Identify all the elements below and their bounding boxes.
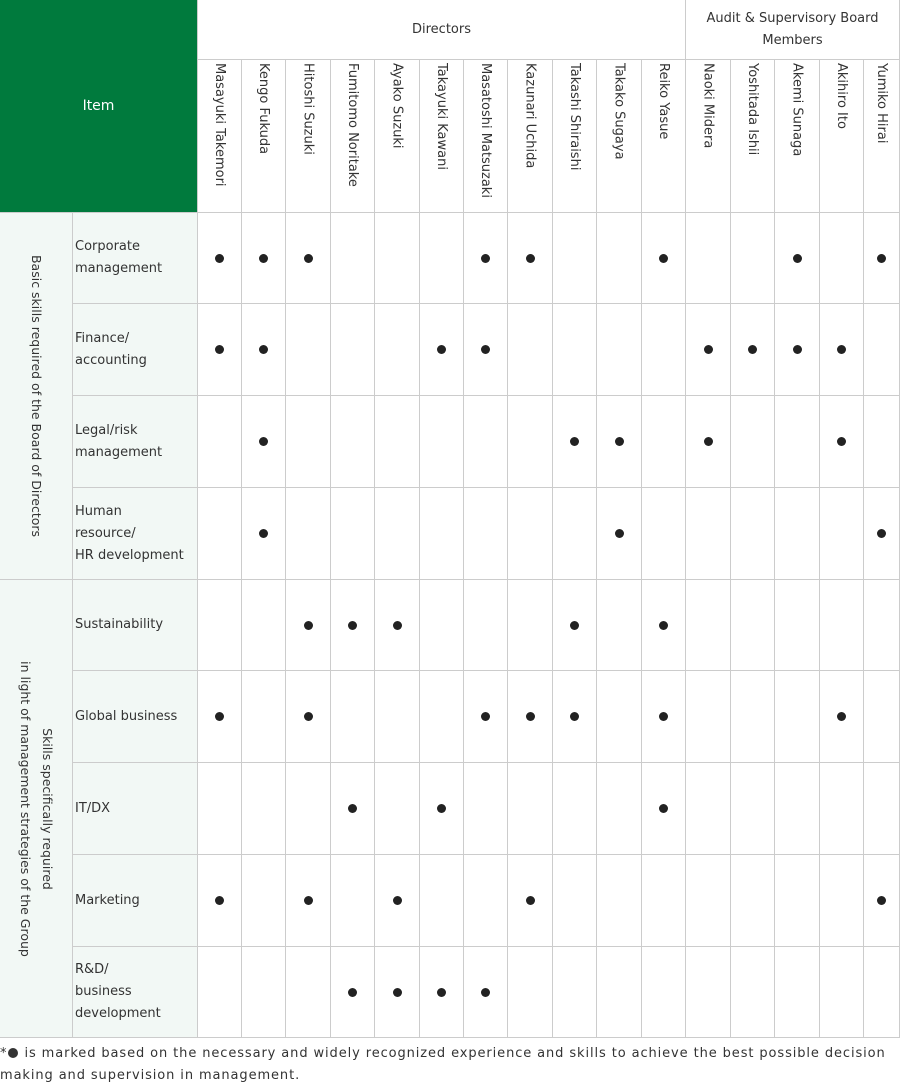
matrix-cell [641,762,685,854]
skill-mark-dot-icon [837,712,846,721]
skill-mark-dot-icon [481,254,490,263]
matrix-cell [463,946,507,1037]
matrix-cell [330,670,374,762]
footnote [0,1043,900,1087]
matrix-cell [241,487,285,579]
matrix-cell [463,854,507,946]
matrix-cell [419,395,463,487]
table-border-bottom [0,1037,900,1038]
matrix-cell [330,579,374,670]
category-label-cell [0,579,72,1037]
skill-label: Corporate management [72,212,197,303]
matrix-cell [463,303,507,395]
skill-label: Human resource/ HR development [72,487,197,579]
matrix-cell [863,303,899,395]
matrix-cell [685,670,730,762]
matrix-cell [774,579,819,670]
matrix-cell [863,212,899,303]
matrix-cell [730,946,774,1037]
member-name-header [819,60,863,212]
matrix-cell [241,854,285,946]
matrix-cell [330,303,374,395]
matrix-cell [685,487,730,579]
member-name: Ayako Suzuki [389,63,405,149]
matrix-cell [285,946,330,1037]
matrix-cell [197,854,241,946]
matrix-cell [596,487,641,579]
matrix-cell [730,395,774,487]
skill-label: Global business [72,670,197,762]
skill-mark-dot-icon [615,529,624,538]
matrix-cell [730,670,774,762]
skill-mark-dot-icon [877,529,886,538]
matrix-cell [330,212,374,303]
matrix-cell [197,212,241,303]
matrix-cell [774,762,819,854]
matrix-cell [419,670,463,762]
matrix-cell [241,579,285,670]
matrix-cell [463,762,507,854]
skill-mark-dot-icon [704,345,713,354]
matrix-cell [330,762,374,854]
matrix-cell [552,579,596,670]
matrix-cell [641,395,685,487]
skill-mark-dot-icon [837,345,846,354]
matrix-cell [819,579,863,670]
matrix-cell [419,303,463,395]
member-name-header [374,60,419,212]
footnote-asterisk: * [0,1046,8,1061]
member-name: Naoki Midera [700,63,716,149]
matrix-cell [730,762,774,854]
matrix-cell [552,303,596,395]
member-name: Takako Sugaya [611,63,627,160]
matrix-cell [863,579,899,670]
matrix-cell [819,670,863,762]
matrix-cell [507,395,552,487]
matrix-cell [197,487,241,579]
matrix-cell [241,946,285,1037]
skill-mark-dot-icon [215,254,224,263]
skill-mark-dot-icon [437,804,446,813]
member-name: Masatoshi Matsuzaki [478,63,493,198]
matrix-cell [685,762,730,854]
matrix-cell [374,487,419,579]
member-name: Yoshitada Ishii [745,63,760,156]
matrix-cell [596,395,641,487]
member-name-header [507,60,552,212]
matrix-cell [419,762,463,854]
skill-mark-dot-icon [659,804,668,813]
member-name-header [641,60,685,212]
matrix-cell [685,946,730,1037]
category-label: Basic skills required of the Board of Directors [29,254,44,538]
skill-mark-dot-icon [877,896,886,905]
matrix-cell [819,395,863,487]
member-name: Hitoshi Suzuki [300,63,316,155]
skill-mark-dot-icon [748,345,757,354]
matrix-cell [730,579,774,670]
member-name: Fumitomo Noritake [345,63,360,187]
matrix-cell [863,946,899,1037]
member-name: Yumiko Hirai [874,63,889,144]
skill-mark-dot-icon [348,621,357,630]
matrix-cell [641,579,685,670]
skill-mark-dot-icon [877,254,886,263]
matrix-cell [596,579,641,670]
member-name-header [463,60,507,212]
matrix-cell [285,670,330,762]
matrix-cell [285,395,330,487]
matrix-cell [374,854,419,946]
skill-mark-dot-icon [615,437,624,446]
skill-mark-dot-icon [393,988,402,997]
member-name-header [241,60,285,212]
matrix-cell [685,303,730,395]
matrix-cell [507,946,552,1037]
matrix-cell [863,854,899,946]
matrix-cell [463,212,507,303]
matrix-cell [774,303,819,395]
matrix-cell [507,579,552,670]
skill-mark-dot-icon [659,621,668,630]
skill-mark-dot-icon [215,896,224,905]
skill-mark-dot-icon [481,988,490,997]
skill-mark-dot-icon [304,712,313,721]
skill-mark-dot-icon [659,712,668,721]
matrix-cell [507,762,552,854]
skill-label: Legal/risk management [72,395,197,487]
matrix-cell [197,670,241,762]
member-name-header [419,60,463,212]
member-name-header [730,60,774,212]
matrix-cell [863,487,899,579]
skill-mark-dot-icon [526,712,535,721]
skill-label: Marketing [72,854,197,946]
member-name-header [552,60,596,212]
member-name: Masayuki Takemori [212,63,227,187]
matrix-cell [374,670,419,762]
matrix-cell [641,212,685,303]
skill-mark-dot-icon [570,437,579,446]
skill-mark-dot-icon [570,712,579,721]
matrix-cell [507,854,552,946]
matrix-cell [819,762,863,854]
skill-mark-dot-icon [526,254,535,263]
matrix-cell [374,762,419,854]
matrix-cell [374,946,419,1037]
skill-mark-dot-icon [348,804,357,813]
skill-mark-dot-icon [259,345,268,354]
member-name: Akemi Sunaga [789,63,805,157]
matrix-cell [641,946,685,1037]
matrix-cell [285,854,330,946]
skill-mark-dot-icon [704,437,713,446]
skill-label: Sustainability [72,579,197,670]
matrix-cell [419,212,463,303]
matrix-cell [596,670,641,762]
matrix-cell [419,579,463,670]
matrix-cell [374,579,419,670]
matrix-cell [685,579,730,670]
matrix-cell [641,303,685,395]
matrix-cell [241,762,285,854]
matrix-cell [596,854,641,946]
skill-mark-dot-icon [659,254,668,263]
skill-mark-dot-icon [437,345,446,354]
matrix-cell [552,395,596,487]
skill-label: R&D/ business development [72,946,197,1037]
matrix-cell [374,212,419,303]
matrix-cell [285,212,330,303]
matrix-cell [685,854,730,946]
matrix-cell [419,854,463,946]
skill-mark-dot-icon [393,896,402,905]
matrix-cell [330,946,374,1037]
matrix-cell [641,670,685,762]
skill-mark-dot-icon [259,254,268,263]
skill-mark-dot-icon [215,712,224,721]
item-header: Item [0,0,197,212]
matrix-cell [330,854,374,946]
matrix-cell [596,762,641,854]
category-label-cell [0,212,72,579]
matrix-cell [374,395,419,487]
matrix-cell [730,487,774,579]
matrix-cell [819,946,863,1037]
matrix-cell [552,946,596,1037]
matrix-cell [507,670,552,762]
matrix-cell [197,303,241,395]
member-name: Akihiro Ito [834,63,849,129]
member-name: Kazunari Uchida [522,63,538,169]
matrix-cell [819,303,863,395]
footnote-dot-icon [8,1048,18,1058]
skill-mark-dot-icon [481,345,490,354]
skill-mark-dot-icon [348,988,357,997]
matrix-cell [285,762,330,854]
skill-mark-dot-icon [304,621,313,630]
skill-label: Finance/ accounting [72,303,197,395]
matrix-cell [463,487,507,579]
skill-mark-dot-icon [526,896,535,905]
matrix-cell [463,395,507,487]
member-name-header [330,60,374,212]
matrix-cell [507,303,552,395]
matrix-cell [819,212,863,303]
matrix-cell [863,670,899,762]
matrix-cell [774,670,819,762]
member-name-header [197,60,241,212]
skill-mark-dot-icon [304,254,313,263]
skill-mark-dot-icon [793,345,802,354]
matrix-cell [774,487,819,579]
matrix-cell [774,946,819,1037]
matrix-cell [774,395,819,487]
matrix-cell [730,212,774,303]
member-name-header [863,60,899,212]
matrix-cell [596,303,641,395]
matrix-cell [285,487,330,579]
matrix-cell [285,579,330,670]
matrix-cell [730,303,774,395]
member-name-header [685,60,730,212]
member-name: Takashi Shiraishi [567,63,582,171]
matrix-cell [685,395,730,487]
matrix-cell [774,854,819,946]
matrix-cell [507,212,552,303]
matrix-cell [507,487,552,579]
matrix-cell [330,487,374,579]
matrix-cell [863,395,899,487]
matrix-cell [419,487,463,579]
skill-mark-dot-icon [393,621,402,630]
member-name: Takayuki Kawani [434,63,449,170]
skill-mark-dot-icon [304,896,313,905]
category-label: Skills specifically required in light of management strategies of the Group [18,660,55,957]
matrix-cell [197,946,241,1037]
matrix-cell [330,395,374,487]
skill-mark-dot-icon [837,437,846,446]
audit-board-header: Audit & Supervisory Board Members [685,0,899,60]
directors-header: Directors [197,0,685,60]
skill-mark-dot-icon [437,988,446,997]
member-name: Kengo Fukuda [256,63,271,155]
skill-mark-dot-icon [481,712,490,721]
matrix-cell [241,395,285,487]
matrix-cell [374,303,419,395]
matrix-cell [197,395,241,487]
member-name-header [596,60,641,212]
matrix-cell [552,487,596,579]
matrix-cell [241,670,285,762]
skill-mark-dot-icon [259,437,268,446]
skill-mark-dot-icon [259,529,268,538]
matrix-cell [463,579,507,670]
skill-label: IT/DX [72,762,197,854]
matrix-cell [241,303,285,395]
matrix-cell [552,762,596,854]
member-name: Reiko Yasue [656,63,671,140]
matrix-cell [774,212,819,303]
matrix-cell [730,854,774,946]
matrix-cell [596,212,641,303]
skill-mark-dot-icon [215,345,224,354]
matrix-cell [285,303,330,395]
matrix-cell [463,670,507,762]
skill-mark-dot-icon [570,621,579,630]
matrix-cell [863,762,899,854]
matrix-cell [552,854,596,946]
footnote-text: is marked based on the necessary and widely recognized experience and skills to achieve the best possible decision making and supervision in management. [0,1046,886,1083]
matrix-cell [819,854,863,946]
member-name-header [774,60,819,212]
matrix-cell [419,946,463,1037]
matrix-cell [641,487,685,579]
matrix-cell [819,487,863,579]
matrix-cell [197,579,241,670]
matrix-cell [241,212,285,303]
matrix-cell [552,670,596,762]
matrix-cell [641,854,685,946]
matrix-cell [685,212,730,303]
matrix-cell [197,762,241,854]
skill-mark-dot-icon [793,254,802,263]
member-name-header [285,60,330,212]
matrix-cell [596,946,641,1037]
matrix-cell [552,212,596,303]
